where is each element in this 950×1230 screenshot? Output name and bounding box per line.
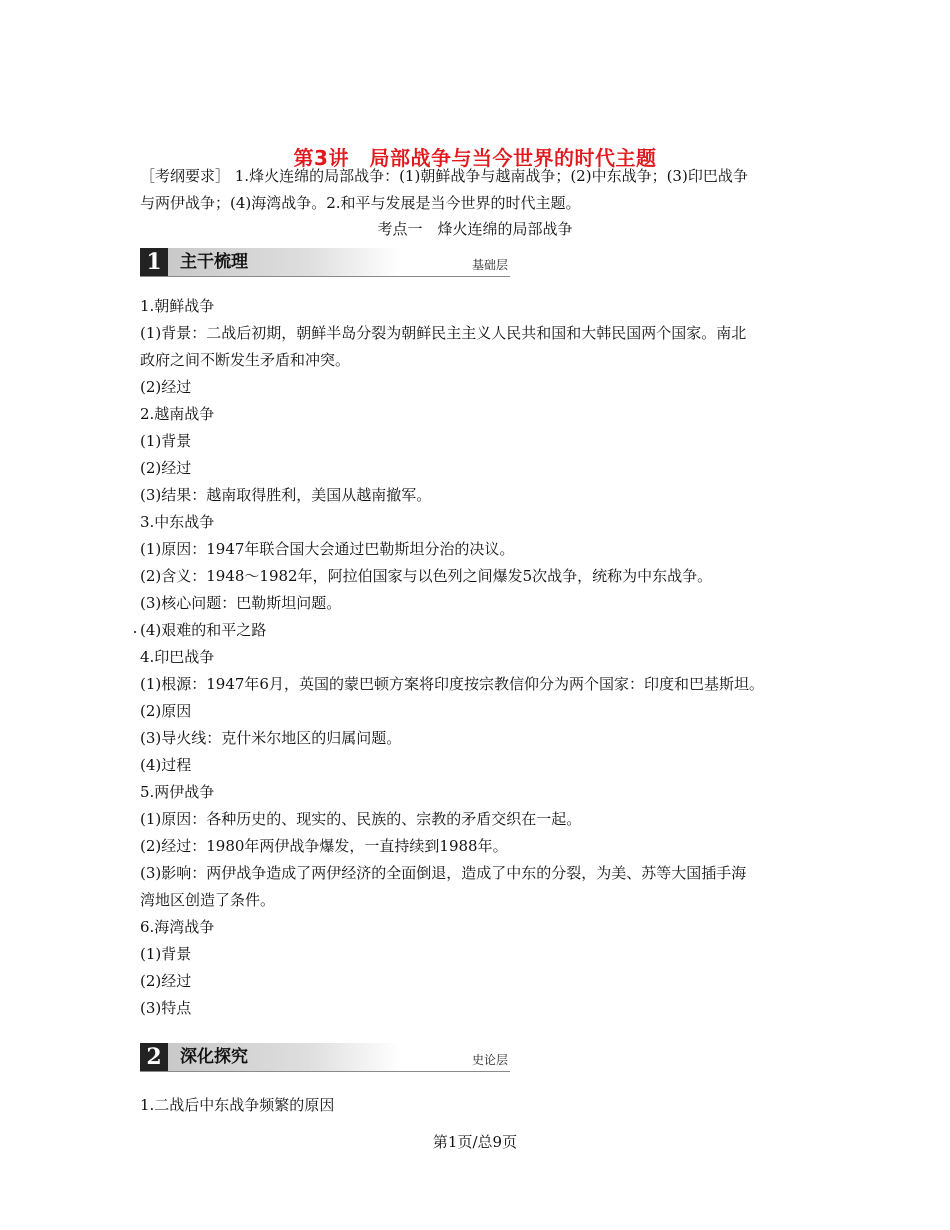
outline-line: (1)根源：1947年6月，英国的蒙巴顿方案将印度按宗教信仰分为两个国家：印度和巴基斯坦。 [140, 675, 764, 693]
outline-line: (1)原因：各种历史的、现实的、民族的、宗教的矛盾交织在一起。 [140, 810, 582, 828]
outline-line: (2)原因 [140, 702, 192, 720]
outline-line: (2)经过：1980年两伊战争爆发，一直持续到1988年。 [140, 837, 508, 855]
outline-line: 政府之间不断发生矛盾和冲突。 [140, 351, 351, 369]
outline-line: (2)经过 [140, 378, 192, 396]
main-outline-body [140, 293, 812, 1022]
lesson-title: 第3讲 局部战争与当今世界的时代主题 [293, 146, 657, 170]
outline-line: 6.海湾战争 [140, 918, 215, 936]
section-number-badge: 1 [140, 248, 168, 276]
outline-line: (3)特点 [140, 999, 192, 1017]
section-level: 基础层 [471, 258, 508, 272]
outline-line: 2.越南战争 [140, 405, 215, 423]
section-name: 主干梳理 [180, 252, 248, 272]
outline-line: (1)背景 [140, 945, 192, 963]
outline-line: (3)结果：越南取得胜利，美国从越南撤军。 [140, 486, 432, 504]
stray-dot-mark [134, 631, 136, 633]
inquiry-line: 1.二战后中东战争频繁的原因 [140, 1096, 335, 1114]
outline-line: (1)原因：1947年联合国大会通过巴勒斯坦分治的决议。 [140, 540, 515, 558]
outline-line: 湾地区创造了条件。 [140, 891, 276, 909]
deep-inquiry-body [140, 1092, 334, 1119]
topic-subheading: 考点一 烽火连绵的局部战争 [377, 220, 573, 238]
page-footer: 第1页/总9页 [432, 1133, 518, 1151]
section-header-deep-inquiry [140, 1043, 510, 1072]
outline-line: 1.朝鲜战争 [140, 297, 215, 315]
outline-line: 3.中东战争 [140, 513, 215, 531]
requirement-line: 与两伊战争；(4)海湾战争。2.和平与发展是当今世界的时代主题。 [140, 194, 581, 212]
outline-line: 4.印巴战争 [140, 648, 215, 666]
outline-line: (1)背景 [140, 432, 192, 450]
outline-line: (2)经过 [140, 459, 192, 477]
outline-line: (3)核心问题：巴勒斯坦问题。 [140, 594, 342, 612]
section-level: 史论层 [471, 1053, 508, 1067]
outline-line: (2)经过 [140, 972, 192, 990]
outline-line: (4)过程 [140, 756, 192, 774]
section-number-badge: 2 [140, 1043, 168, 1071]
section-name: 深化探究 [180, 1047, 248, 1067]
exam-requirements [140, 163, 812, 217]
outline-line: 5.两伊战争 [140, 783, 215, 801]
outline-line: (1)背景：二战后初期，朝鲜半岛分裂为朝鲜民主主义人民共和国和大韩民国两个国家。南北 [140, 324, 747, 342]
outline-line: (2)含义：1948～1982年，阿拉伯国家与以色列之间爆发5次战争，统称为中东战争。 [140, 567, 713, 585]
outline-line: (3)导火线：克什米尔地区的归属问题。 [140, 729, 402, 747]
outline-line: (3)影响：两伊战争造成了两伊经济的全面倒退，造成了中东的分裂，为美、苏等大国插手海 [140, 864, 747, 882]
section-header-main-outline [140, 248, 510, 277]
requirement-line: ［考纲要求］ 1.烽火连绵的局部战争：(1)朝鲜战争与越南战争；(2)中东战争；(3)印巴战争 [140, 167, 748, 185]
outline-line: (4)艰难的和平之路 [140, 621, 267, 639]
